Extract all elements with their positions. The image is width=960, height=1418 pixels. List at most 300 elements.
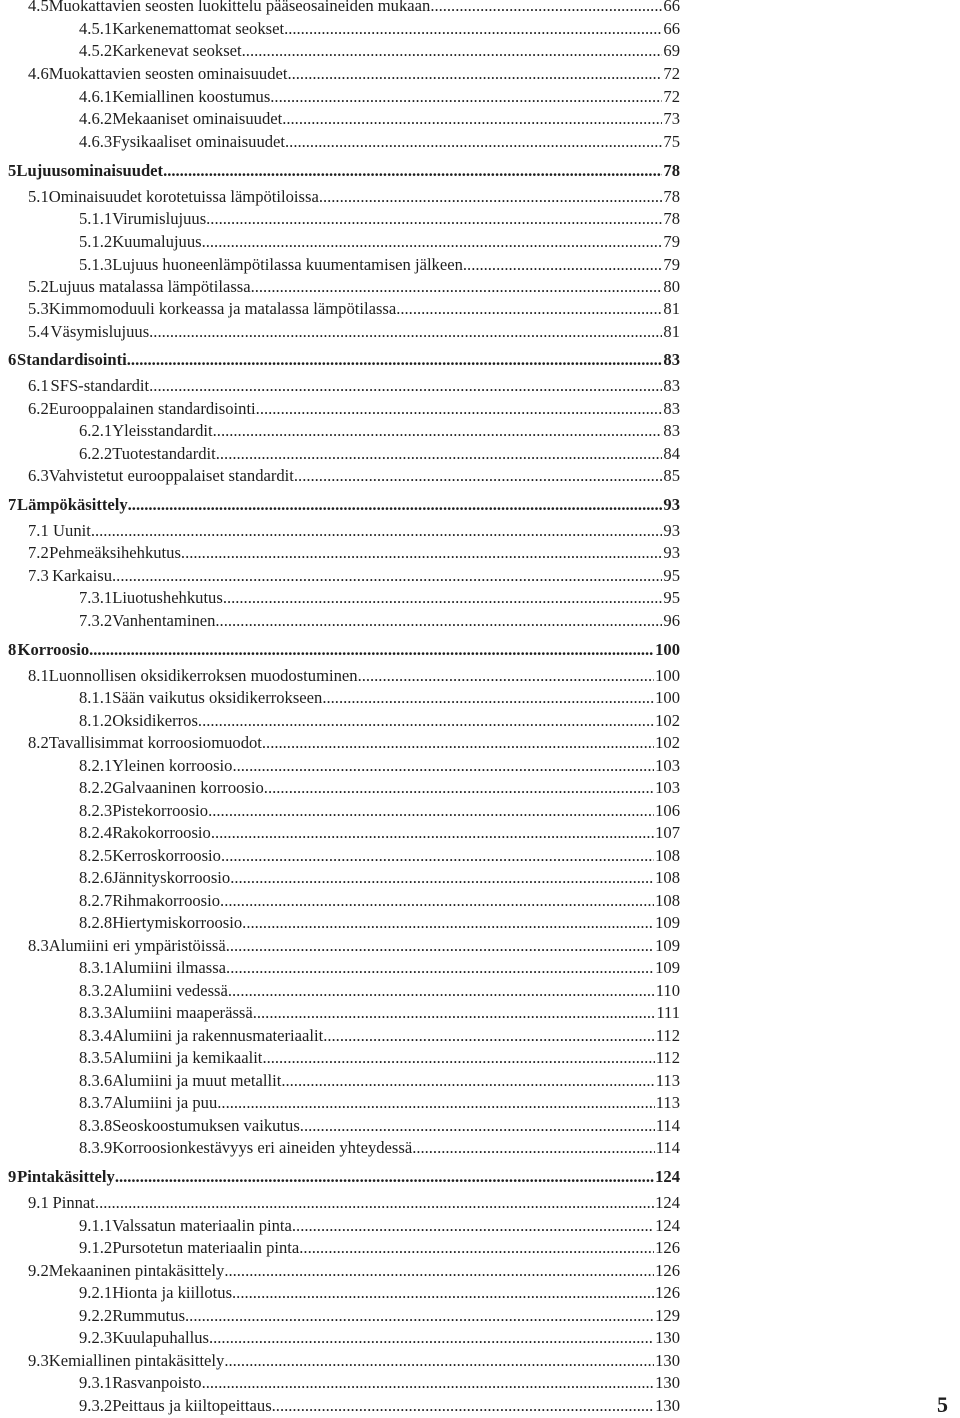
toc-entry-title: Karkenemattomat seokset (112, 19, 285, 38)
dot-leader (181, 542, 662, 564)
toc-entry (8, 1166, 680, 1188)
toc-entry-title: Seoskoostumuksen vaikutus (112, 1116, 300, 1135)
dot-leader (217, 1092, 654, 1114)
dot-leader (262, 732, 654, 754)
toc-entry-title: Rakokorroosio (112, 823, 211, 842)
toc-entry (79, 231, 680, 253)
toc-entry-number: 8.2.2 (79, 778, 113, 797)
toc-entry-title: Alumiini eri ympäristöissä (48, 936, 226, 955)
dot-leader (251, 276, 663, 298)
dot-leader (226, 935, 654, 957)
toc-entry (79, 1372, 680, 1394)
toc-entry-number: 5.1 (28, 187, 49, 206)
toc-entry-title: SFS-standardit (50, 376, 150, 395)
toc-entry-title: Rasvanpoisto (112, 1373, 202, 1392)
dot-leader (294, 465, 663, 487)
toc-entry (28, 1192, 680, 1214)
toc-entry-page: 83 (663, 376, 680, 395)
toc-entry-title: Lujuus huoneenlämpötilassa kuumentamisen jälkeen (112, 255, 463, 274)
toc-entry-page: 78 (663, 187, 680, 206)
toc-entry-number: 6.2.2 (79, 444, 113, 463)
dot-leader (242, 912, 654, 934)
toc-entry-title: Jännityskorroosio (112, 868, 231, 887)
dot-leader (319, 186, 663, 208)
dot-leader (128, 494, 663, 516)
toc-entry (79, 1137, 680, 1159)
toc-entry-page: 78 (663, 161, 680, 180)
toc-entry-page: 75 (663, 132, 680, 151)
dot-leader (430, 0, 662, 17)
toc-entry (28, 321, 680, 343)
dot-leader (323, 1025, 654, 1047)
toc-entry-page: 83 (663, 350, 680, 369)
dot-leader (256, 398, 663, 420)
toc-entry-title: Mekaaniset ominaisuudet (112, 109, 283, 128)
toc-entry-title: Kuulapuhallus (112, 1328, 209, 1347)
dot-leader (285, 131, 662, 153)
toc-entry-page: 108 (655, 868, 680, 887)
toc-entry-page: 72 (663, 87, 680, 106)
toc-entry-title: Kuumalujuus (112, 232, 202, 251)
dot-leader (198, 710, 654, 732)
toc-entry-page: 72 (663, 64, 680, 83)
toc-entry-page: 114 (655, 1138, 680, 1157)
toc-entry-page: 107 (655, 823, 680, 842)
toc-entry (79, 980, 680, 1002)
toc-entry-number: 8.2.4 (79, 823, 113, 842)
toc-entry-page: 93 (663, 543, 680, 562)
toc-entry-number: 4.6 (28, 64, 49, 83)
dot-leader (213, 420, 663, 442)
toc-entry-number: 5 (8, 161, 17, 180)
toc-entry-page: 81 (663, 322, 680, 341)
toc-entry-number: 8 (8, 640, 17, 659)
toc-entry-number: 8.3.9 (79, 1138, 113, 1157)
dot-leader (292, 1215, 654, 1237)
toc-entry-title: Kemiallinen pintakäsittely (48, 1351, 225, 1370)
toc-entry-number: 6 (8, 350, 17, 369)
dot-leader (209, 1327, 654, 1349)
toc-entry-page: 95 (663, 566, 680, 585)
toc-entry (28, 398, 680, 420)
toc-entry-title: Pintakäsittely (17, 1167, 115, 1186)
toc-entry (79, 1070, 680, 1092)
dot-leader (215, 610, 662, 632)
toc-entry-number: 7.3.1 (79, 588, 113, 607)
dot-leader (463, 254, 663, 276)
toc-entry-title: Kerroskorroosio (112, 846, 221, 865)
toc-entry (79, 957, 680, 979)
dot-leader (91, 520, 663, 542)
toc-entry-page: 109 (655, 936, 680, 955)
toc-entry-page: 102 (655, 733, 680, 752)
toc-entry-page: 81 (663, 299, 680, 318)
toc-entry-page: 112 (655, 1048, 680, 1067)
toc-entry-number: 9.1.1 (79, 1216, 113, 1235)
toc-entry-title: Vahvistetut eurooppalaiset standardit (48, 466, 294, 485)
toc-entry (79, 420, 680, 442)
dot-leader (89, 639, 654, 661)
toc-entry-title: Fysikaaliset ominaisuudet (112, 132, 286, 151)
toc-entry-title: Pursotetun materiaalin pinta (112, 1238, 300, 1257)
toc-entry (79, 890, 680, 912)
toc-entry-title: Korroosio (17, 640, 90, 659)
toc-entry-page: 80 (663, 277, 680, 296)
toc-entry-title: Rummutus (112, 1306, 186, 1325)
dot-leader (253, 1002, 656, 1024)
toc-entry-number: 5.2 (28, 277, 49, 296)
toc-entry-page: 113 (655, 1071, 680, 1090)
dot-leader (230, 867, 654, 889)
toc-entry (79, 208, 680, 230)
toc-entry-number: 7.3.2 (79, 611, 113, 630)
toc-entry-page: 114 (655, 1116, 680, 1135)
toc-entry (8, 639, 680, 661)
dot-leader (208, 800, 654, 822)
toc-entry-page: 130 (655, 1373, 680, 1392)
dot-leader (224, 1260, 654, 1282)
dot-leader (242, 40, 663, 62)
toc-entry-page: 79 (663, 255, 680, 274)
dot-leader (127, 349, 663, 371)
toc-entry-number: 8.2.3 (79, 801, 113, 820)
toc-entry-page: 129 (655, 1306, 680, 1325)
dot-leader (299, 1237, 654, 1259)
dot-leader (224, 1350, 654, 1372)
toc-entry (79, 1002, 680, 1024)
toc-entry-number: 9.3.1 (79, 1373, 113, 1392)
toc-entry (79, 610, 680, 632)
toc-entry-page: 109 (655, 958, 680, 977)
toc-entry (28, 935, 680, 957)
toc-entry-title: Standardisointi (17, 350, 127, 369)
toc-entry-page: 108 (655, 891, 680, 910)
toc-entry (79, 254, 680, 276)
toc-entry (28, 186, 680, 208)
toc-entry-title: Valssatun materiaalin pinta (112, 1216, 292, 1235)
toc-entry-number: 8.1 (28, 666, 49, 685)
toc-entry (28, 375, 680, 397)
toc-entry-page: 100 (655, 666, 680, 685)
toc-entry-page: 95 (663, 588, 680, 607)
dot-leader (206, 208, 662, 230)
toc-entry-number: 6.3 (28, 466, 49, 485)
toc-entry (79, 1092, 680, 1114)
toc-entry (79, 1025, 680, 1047)
toc-entry-number: 8.2.5 (79, 846, 113, 865)
toc-entry-number: 4.5.2 (79, 41, 113, 60)
toc-entry-page: 126 (655, 1238, 680, 1257)
toc-entry (79, 1282, 680, 1304)
dot-leader (185, 1305, 654, 1327)
toc-entry-number: 8.1.1 (79, 688, 113, 707)
toc-entry-number: 5.1.1 (79, 209, 113, 228)
toc-entry-page: 83 (663, 399, 680, 418)
toc-entry-number: 6.1 (28, 376, 49, 395)
toc-entry (28, 565, 680, 587)
dot-leader (220, 890, 654, 912)
dot-leader (300, 1115, 655, 1137)
toc-entry (79, 131, 680, 153)
dot-leader (262, 1047, 654, 1069)
dot-leader (228, 980, 655, 1002)
toc-entry-title: Pistekorroosio (112, 801, 209, 820)
toc-entry-title: Lujuus matalassa lämpötilassa (48, 277, 251, 296)
toc-entry-title: Korroosionkestävyys eri aineiden yhteydessä (112, 1138, 413, 1157)
dot-leader (149, 321, 662, 343)
toc-entry-number: 9.1 (28, 1193, 49, 1212)
toc-entry (79, 40, 680, 62)
toc-entry-page: 93 (663, 521, 680, 540)
toc-entry-number: 6.2.1 (79, 421, 113, 440)
dot-leader (358, 665, 655, 687)
toc-entry-title: Sään vaikutus oksidikerrokseen (112, 688, 323, 707)
toc-entry-title: Alumiini ja rakennusmateriaalit (112, 1026, 324, 1045)
toc-entry-title: Muokattavien seosten ominaisuudet (48, 64, 288, 83)
toc-entry-title: Yleinen korroosio (112, 756, 233, 775)
toc-entry (79, 1215, 680, 1237)
dot-leader (322, 687, 654, 709)
toc-entry (28, 0, 680, 17)
toc-entry-title: Lämpökäsittely (17, 495, 128, 514)
dot-leader (272, 1395, 654, 1417)
toc-entry (79, 777, 680, 799)
toc-entry-page: 102 (655, 711, 680, 730)
toc-entry (79, 822, 680, 844)
toc-entry-page: 85 (663, 466, 680, 485)
toc-entry-number: 4.5 (28, 0, 49, 15)
toc-entry-number: 9.2.1 (79, 1283, 113, 1302)
toc-entry-number: 8.3.2 (79, 981, 113, 1000)
toc-entry-number: 8.1.2 (79, 711, 113, 730)
toc-entry-page: 113 (655, 1093, 680, 1112)
toc-entry-number: 4.6.3 (79, 132, 113, 151)
toc-entry-page: 106 (655, 801, 680, 820)
dot-leader (232, 755, 654, 777)
toc-entry-page: 130 (655, 1351, 680, 1370)
toc-entry (28, 276, 680, 298)
dot-leader (211, 822, 654, 844)
toc-entry-number: 9 (8, 1167, 17, 1186)
toc-entry-title: Karkenevat seokset (112, 41, 242, 60)
toc-entry-title: Lujuusominaisuudet (16, 161, 164, 180)
toc-entry-page: 66 (663, 0, 680, 15)
toc-entry (79, 800, 680, 822)
toc-entry-title: Hionta ja kiillotus (112, 1283, 233, 1302)
toc-entry-page: 100 (655, 688, 680, 707)
toc-entry-number: 4.5.1 (79, 19, 113, 38)
toc-entry (79, 710, 680, 732)
toc-entry (28, 1260, 680, 1282)
toc-entry-title: Rihmakorroosio (112, 891, 221, 910)
dot-leader (149, 375, 662, 397)
toc-entry-number: 8.2.7 (79, 891, 113, 910)
toc-entry-number: 4.6.2 (79, 109, 113, 128)
toc-entry-page: 130 (655, 1328, 680, 1347)
toc-entry (28, 520, 680, 542)
toc-entry-number: 9.2 (28, 1261, 49, 1280)
toc-entry-number: 8.3.1 (79, 958, 113, 977)
toc-entry-number: 5.3 (28, 299, 49, 318)
toc-entry-page: 112 (655, 1026, 680, 1045)
toc-entry-number: 9.3.2 (79, 1396, 113, 1415)
toc-entry-page: 103 (655, 756, 680, 775)
toc-entry (79, 587, 680, 609)
toc-entry-page: 108 (655, 846, 680, 865)
toc-entry-page: 126 (655, 1283, 680, 1302)
toc-entry-page: 109 (655, 913, 680, 932)
dot-leader (216, 443, 663, 465)
toc-entry-title: Pinnat (52, 1193, 95, 1212)
toc-entry (79, 867, 680, 889)
toc-entry-number: 9.3 (28, 1351, 49, 1370)
dot-leader (282, 108, 662, 130)
toc-entry-title: Oksidikerros (112, 711, 198, 730)
toc-entry-number: 8.3.7 (79, 1093, 113, 1112)
toc-entry-page: 100 (655, 640, 680, 659)
toc-entry-title: Kemiallinen koostumus (112, 87, 271, 106)
toc-entry-page: 110 (655, 981, 680, 1000)
dot-leader (226, 957, 654, 979)
toc-entry-number: 8.2.1 (79, 756, 113, 775)
toc-entry-title: Tavallisimmat korroosiomuodot (48, 733, 262, 752)
toc-entry-title: Liuotushehkutus (112, 588, 223, 607)
toc-entry-number: 9.2.2 (79, 1306, 113, 1325)
toc-entry-number: 5.1.3 (79, 255, 113, 274)
toc-entry-number: 8.3.5 (79, 1048, 113, 1067)
toc-entry (79, 1395, 680, 1417)
toc-entry (8, 160, 680, 182)
toc-entry (79, 86, 680, 108)
toc-entry (28, 63, 680, 85)
toc-entry (79, 912, 680, 934)
toc-entry-title: Eurooppalainen standardisointi (48, 399, 256, 418)
dot-leader (287, 63, 662, 85)
toc-entry (79, 443, 680, 465)
page-number: 5 (937, 1392, 948, 1417)
toc-entry-number: 8.3.6 (79, 1071, 113, 1090)
dot-leader (396, 298, 662, 320)
toc-entry-number: 7.3 (28, 566, 49, 585)
toc-entry-page: 103 (655, 778, 680, 797)
toc-entry-title: Luonnollisen oksidikerroksen muodostuminen (48, 666, 358, 685)
toc-entry (79, 1327, 680, 1349)
toc-entry-number: 8.2 (28, 733, 49, 752)
toc-entry-page: 124 (655, 1167, 680, 1186)
toc-entry-number: 9.2.3 (79, 1328, 113, 1347)
toc-entry-page: 111 (656, 1003, 680, 1022)
dot-leader (281, 1070, 654, 1092)
toc-entry-title: Alumiini ja puu (112, 1093, 218, 1112)
toc-entry (28, 465, 680, 487)
toc-entry-title: Alumiini maaperässä (112, 1003, 253, 1022)
toc-entry (79, 755, 680, 777)
dot-leader (270, 86, 662, 108)
toc-entry-title: Pehmeäksihehkutus (49, 543, 181, 562)
toc-entry-number: 8.2.6 (79, 868, 113, 887)
dot-leader (412, 1137, 655, 1159)
toc-entry-number: 7 (8, 495, 17, 514)
toc-entry-title: Uunit (53, 521, 91, 540)
toc-entry (8, 349, 680, 371)
toc-entry-title: Tuotestandardit (112, 444, 216, 463)
toc-entry-number: 5.1.2 (79, 232, 113, 251)
dot-leader (284, 18, 662, 40)
dot-leader (95, 1192, 654, 1214)
toc-entry-title: Vanhentaminen (112, 611, 216, 630)
toc-entry-title: Peittaus ja kiiltopeittaus (112, 1396, 272, 1415)
toc-entry-page: 79 (663, 232, 680, 251)
toc-entry-title: Alumiini vedessä (112, 981, 228, 1000)
toc-entry (79, 108, 680, 130)
toc-entry-title: Virumislujuus (112, 209, 207, 228)
toc-entry (28, 298, 680, 320)
toc-entry-page: 124 (655, 1193, 680, 1212)
toc-entry-title: Väsymislujuus (50, 322, 150, 341)
toc-entry-number: 7.2 (28, 543, 49, 562)
toc-entry (28, 1350, 680, 1372)
toc-entry-page: 124 (655, 1216, 680, 1235)
toc-entry-number: 4.6.1 (79, 87, 113, 106)
toc-entry-title: Galvaaninen korroosio (112, 778, 264, 797)
toc-entry (79, 1047, 680, 1069)
toc-entry (28, 542, 680, 564)
toc-entry-title: Mekaaninen pintakäsittely (48, 1261, 225, 1280)
toc-entry-number: 8.3.3 (79, 1003, 113, 1022)
toc-entry (79, 1115, 680, 1137)
toc-entry-page: 78 (663, 209, 680, 228)
toc-entry-number: 9.1.2 (79, 1238, 113, 1257)
toc-entry-number: 8.3 (28, 936, 49, 955)
dot-leader (202, 231, 663, 253)
toc-entry-page: 69 (663, 41, 680, 60)
dot-leader (202, 1372, 655, 1394)
dot-leader (232, 1282, 654, 1304)
dot-leader (115, 1166, 654, 1188)
toc-entry (79, 845, 680, 867)
toc-entry-page: 66 (663, 19, 680, 38)
toc-entry-title: Yleisstandardit (112, 421, 213, 440)
toc-entry-number: 8.2.8 (79, 913, 113, 932)
toc-entry-number: 6.2 (28, 399, 49, 418)
toc-entry-number: 8.3.4 (79, 1026, 113, 1045)
toc-entry-title: Kimmomoduuli korkeassa ja matalassa lämpötilassa (48, 299, 397, 318)
toc-entry (28, 732, 680, 754)
toc-entry (79, 18, 680, 40)
toc-entry-title: Alumiini ilmassa (112, 958, 227, 977)
dot-leader (112, 565, 662, 587)
toc-entry-title: Alumiini ja kemikaalit (112, 1048, 263, 1067)
dot-leader (223, 587, 663, 609)
toc-entry-page: 130 (655, 1396, 680, 1415)
toc-entry-number: 5.4 (28, 322, 49, 341)
dot-leader (221, 845, 654, 867)
toc-entry (28, 665, 680, 687)
toc-entry-number: 7.1 (28, 521, 49, 540)
toc-entry (8, 494, 680, 516)
toc-entry-page: 126 (655, 1261, 680, 1280)
toc-entry-page: 93 (663, 495, 680, 514)
toc-entry (79, 1305, 680, 1327)
toc-entry-title: Hiertymiskorroosio (112, 913, 243, 932)
toc-entry-title: Ominaisuudet korotetuissa lämpötiloissa (48, 187, 319, 206)
toc-entry-title: Alumiini ja muut metallit (112, 1071, 282, 1090)
dot-leader (264, 777, 654, 799)
toc-entry-page: 73 (663, 109, 680, 128)
toc-entry-page: 83 (663, 421, 680, 440)
toc-entry-page: 96 (663, 611, 680, 630)
toc-entry-number: 8.3.8 (79, 1116, 113, 1135)
